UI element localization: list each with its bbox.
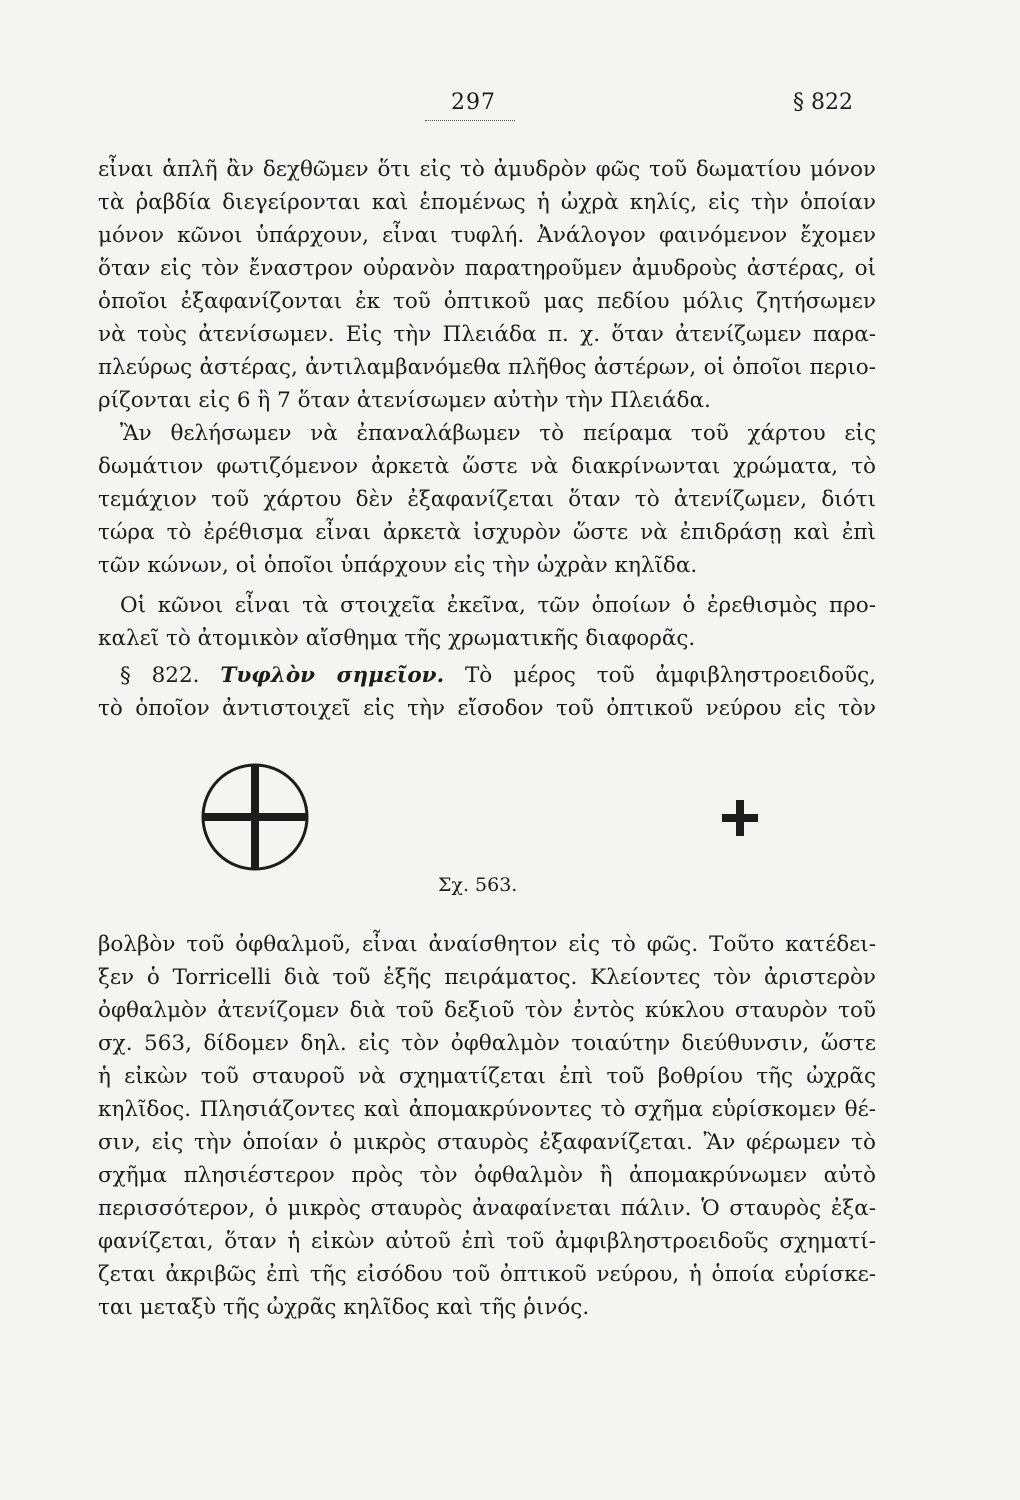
text-line: Ἂν θελήσωμεν νὰ ἐπαναλάβωμεν τὸ πείραμα τοῦ χάρτου εἰς [120, 421, 876, 446]
text-line: τὸ ὁποῖον ἀντιστοιχεῖ εἰς τὴν εἴσοδον τοῦ ὀπτικοῦ νεύρου εἰς τὸν [98, 696, 876, 721]
section-822 [98, 659, 876, 725]
page-number: 297 [451, 90, 496, 115]
text-line: τώρα τὸ ἐρέθισμα εἶναι ἀρκετὰ ἰσχυρὸν ὥστε νὰ ἐπιδράσῃ καὶ ἐπὶ [98, 520, 876, 545]
text-line: μόνον κῶνοι ὑπάρχουν, εἶναι τυφλή. Ἀνάλογον φαινόμενον ἔχομεν [98, 223, 876, 248]
text-line: πλεύρως ἀστέρας, ἀντιλαμβανόμεθα πλῆθος ἀστέρων, οἱ ὁποῖοι περιο- [98, 355, 876, 380]
section-text: Τὸ μέρος τοῦ ἀμφιβληστροειδοῦς, [464, 663, 876, 688]
text-line: σχ. 563, δίδομεν δηλ. εἰς τὸν ὀφθαλμὸν τοιαύτην διεύθυνσιν, ὥστε [98, 1031, 876, 1056]
page-header [0, 90, 1020, 124]
text-line: κηλῖδος. Πλησιάζοντες καὶ ἀπομακρύνοντες τὸ σχῆμα εὑρίσκομεν θέ- [98, 1097, 876, 1122]
text-line: σιν, εἰς τὴν ὁποίαν ὁ μικρὸς σταυρὸς ἐξαφανίζεται. Ἂν φέρωμεν τὸ [98, 1130, 876, 1155]
text-line: ρίζονται εἰς 6 ἢ 7 ὅταν ἀτενίσωμεν αὐτὴν τὴν Πλειάδα. [98, 388, 711, 413]
text-line: ὀφθαλμὸν ἀτενίζομεν διὰ τοῦ δεξιοῦ τὸν ἐντὸς κύκλου σταυρὸν τοῦ [98, 998, 876, 1023]
text-line: εἶναι ἁπλῆ ἂν δεχθῶμεν ὅτι εἰς τὸ ἀμυδρὸν φῶς τοῦ δωματίου μόνον [98, 157, 876, 182]
text-line: καλεῖ τὸ ἀτομικὸν αἴσθημα τῆς χρωματικῆς διαφορᾶς. [98, 626, 696, 651]
text-line: φανίζεται, ὅταν ἡ εἰκὼν αὐτοῦ ἐπὶ τοῦ ἀμφιβληστροειδοῦς σχηματί- [98, 1229, 876, 1254]
page-number-underline [425, 120, 515, 121]
figure-563 [0, 762, 1020, 872]
text-line: τεμάχιον τοῦ χάρτου δὲν ἐξαφανίζεται ὅταν τὸ ἀτενίζωμεν, διότι [98, 487, 876, 512]
section-heading-line [98, 659, 876, 692]
small-cross-icon [718, 796, 762, 840]
section-title: Τυφλὸν σημεῖον. [220, 663, 445, 688]
text-line: τὰ ῥαβδία διεγείρονται καὶ ἑπομένως ἡ ὠχρὰ κηλίς, εἰς τὴν ὁποίαν [98, 190, 876, 215]
paragraph-3 [98, 928, 876, 1324]
text-line: ὁποῖοι ἐξαφανίζονται ἐκ τοῦ ὀπτικοῦ μας πεδίου μόλις ζητήσωμεν [98, 289, 876, 314]
text-line: Οἱ κῶνοι εἶναι τὰ στοιχεῖα ἐκεῖνα, τῶν ὁποίων ὁ ἐρεθισμὸς προ- [120, 593, 876, 618]
section-number: § 822. [120, 663, 200, 688]
text-line: νὰ τοὺς ἀτενίσωμεν. Εἰς τὴν Πλειάδα π. χ. ὅταν ἀτενίζωμεν παρα- [98, 322, 876, 347]
text-line: ζεται ἀκριβῶς ἐπὶ τῆς εἰσόδου τοῦ ὀπτικοῦ νεύρου, ἡ ὁποία εὑρίσκε- [98, 1262, 876, 1287]
paragraph-2 [98, 589, 876, 655]
text-line: ἡ εἰκὼν τοῦ σταυροῦ νὰ σχηματίζεται ἐπὶ τοῦ βοθρίου τῆς ὠχρᾶς [98, 1064, 876, 1089]
paragraph-1 [98, 153, 876, 582]
cross-in-circle-icon [200, 762, 310, 872]
text-line: σχῆμα πλησιέστερον πρὸς τὸν ὀφθαλμὸν ἢ ἀπομακρύνωμεν αὐτὸ [98, 1163, 876, 1188]
figure-caption: Σχ. 563. [438, 874, 518, 896]
section-reference: § 822 [793, 90, 853, 115]
text-line: ὅταν εἰς τὸν ἔναστρον οὐρανὸν παρατηροῦμεν ἀμυδροὺς ἀστέρας, οἱ [98, 256, 876, 281]
text-line: ται μεταξὺ τῆς ὠχρᾶς κηλῖδος καὶ τῆς ῥινός. [98, 1295, 590, 1320]
text-line: δωμάτιον φωτιζόμενον ἀρκετὰ ὥστε νὰ διακρίνωνται χρώματα, τὸ [98, 454, 876, 479]
text-line: ξεν ὁ Torricelli διὰ τοῦ ἑξῆς πειράματος. Κλείοντες τὸν ἀριστερὸν [98, 965, 876, 990]
text-line: τῶν κώνων, οἱ ὁποῖοι ὑπάρχουν εἰς τὴν ὠχρὰν κηλῖδα. [98, 553, 698, 578]
text-line: βολβὸν τοῦ ὀφθαλμοῦ, εἶναι ἀναίσθητον εἰς τὸ φῶς. Τοῦτο κατέδει- [98, 932, 876, 957]
text-line: περισσότερον, ὁ μικρὸς σταυρὸς ἀναφαίνεται πάλιν. Ὁ σταυρὸς ἐξα- [98, 1196, 876, 1221]
